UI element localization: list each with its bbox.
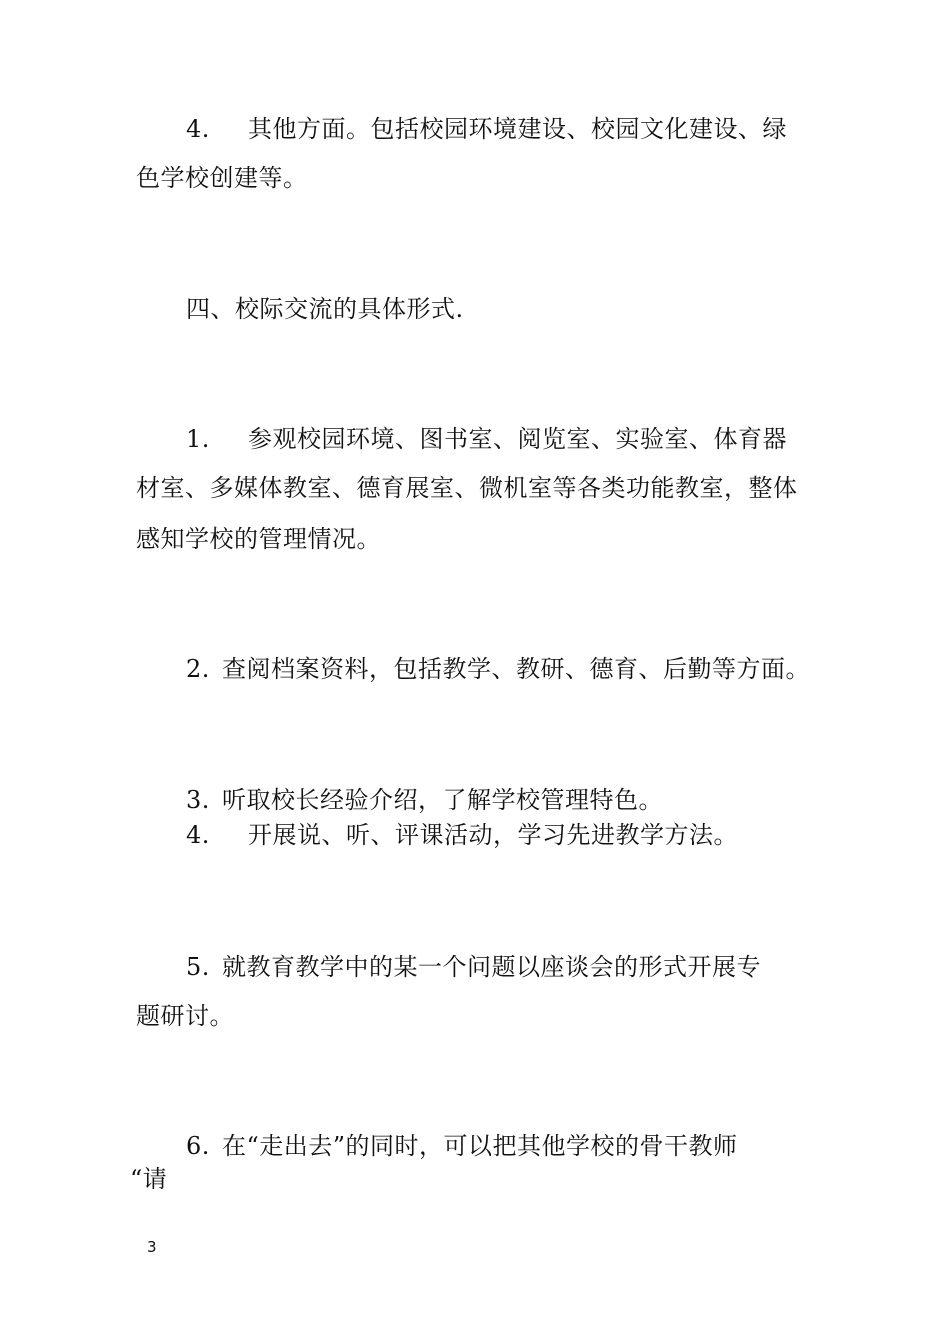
paragraph-principal-experience <box>186 785 663 815</box>
paragraph-text: 听取校长经验介绍，了解学校管理特色。 <box>222 786 663 814</box>
list-number: 5. <box>186 953 210 981</box>
list-number: 1. <box>186 425 210 453</box>
paragraph-other-aspects-line-2: 色学校创建等。 <box>136 164 308 192</box>
list-number: 2. <box>186 655 210 683</box>
page-number: 3 <box>147 1238 157 1256</box>
paragraph-text: 就教育教学中的某一个问题以座谈会的形式开展专 <box>222 953 761 981</box>
section-heading: 四、校际交流的具体形式. <box>186 295 464 323</box>
paragraph-text: 参观校园环境、图书室、阅览室、实验室、体育器 <box>248 425 787 453</box>
paragraph-other-aspects-line-1 <box>186 114 787 144</box>
paragraph-visit-campus-line-3: 感知学校的管理情况。 <box>136 525 381 553</box>
paragraph-visit-campus-line-1 <box>186 424 787 454</box>
paragraph-go-out-line-1 <box>186 1131 738 1161</box>
list-number: 3. <box>186 786 210 814</box>
paragraph-review-archives <box>186 654 810 684</box>
paragraph-text: 查阅档案资料，包括教学、教研、德育、后勤等方面。 <box>222 655 810 683</box>
paragraph-seminar-line-2: 题研讨。 <box>136 1002 234 1030</box>
paragraph-lesson-activities <box>186 820 738 850</box>
list-number: 4. <box>186 821 210 849</box>
list-number: 6. <box>186 1132 210 1160</box>
list-number: 4. <box>186 115 210 143</box>
paragraph-visit-campus-line-2: 材室、多媒体教室、德育展室、微机室等各类功能教室，整体 <box>136 474 798 502</box>
paragraph-seminar-line-1 <box>186 952 761 982</box>
paragraph-go-out-line-2: “请 <box>130 1165 168 1193</box>
paragraph-text: 在“走出去”的同时，可以把其他学校的骨干教师 <box>222 1132 738 1160</box>
paragraph-text: 其他方面。包括校园环境建设、校园文化建设、绿 <box>248 115 787 143</box>
paragraph-text: 开展说、听、评课活动，学习先进教学方法。 <box>248 821 738 849</box>
